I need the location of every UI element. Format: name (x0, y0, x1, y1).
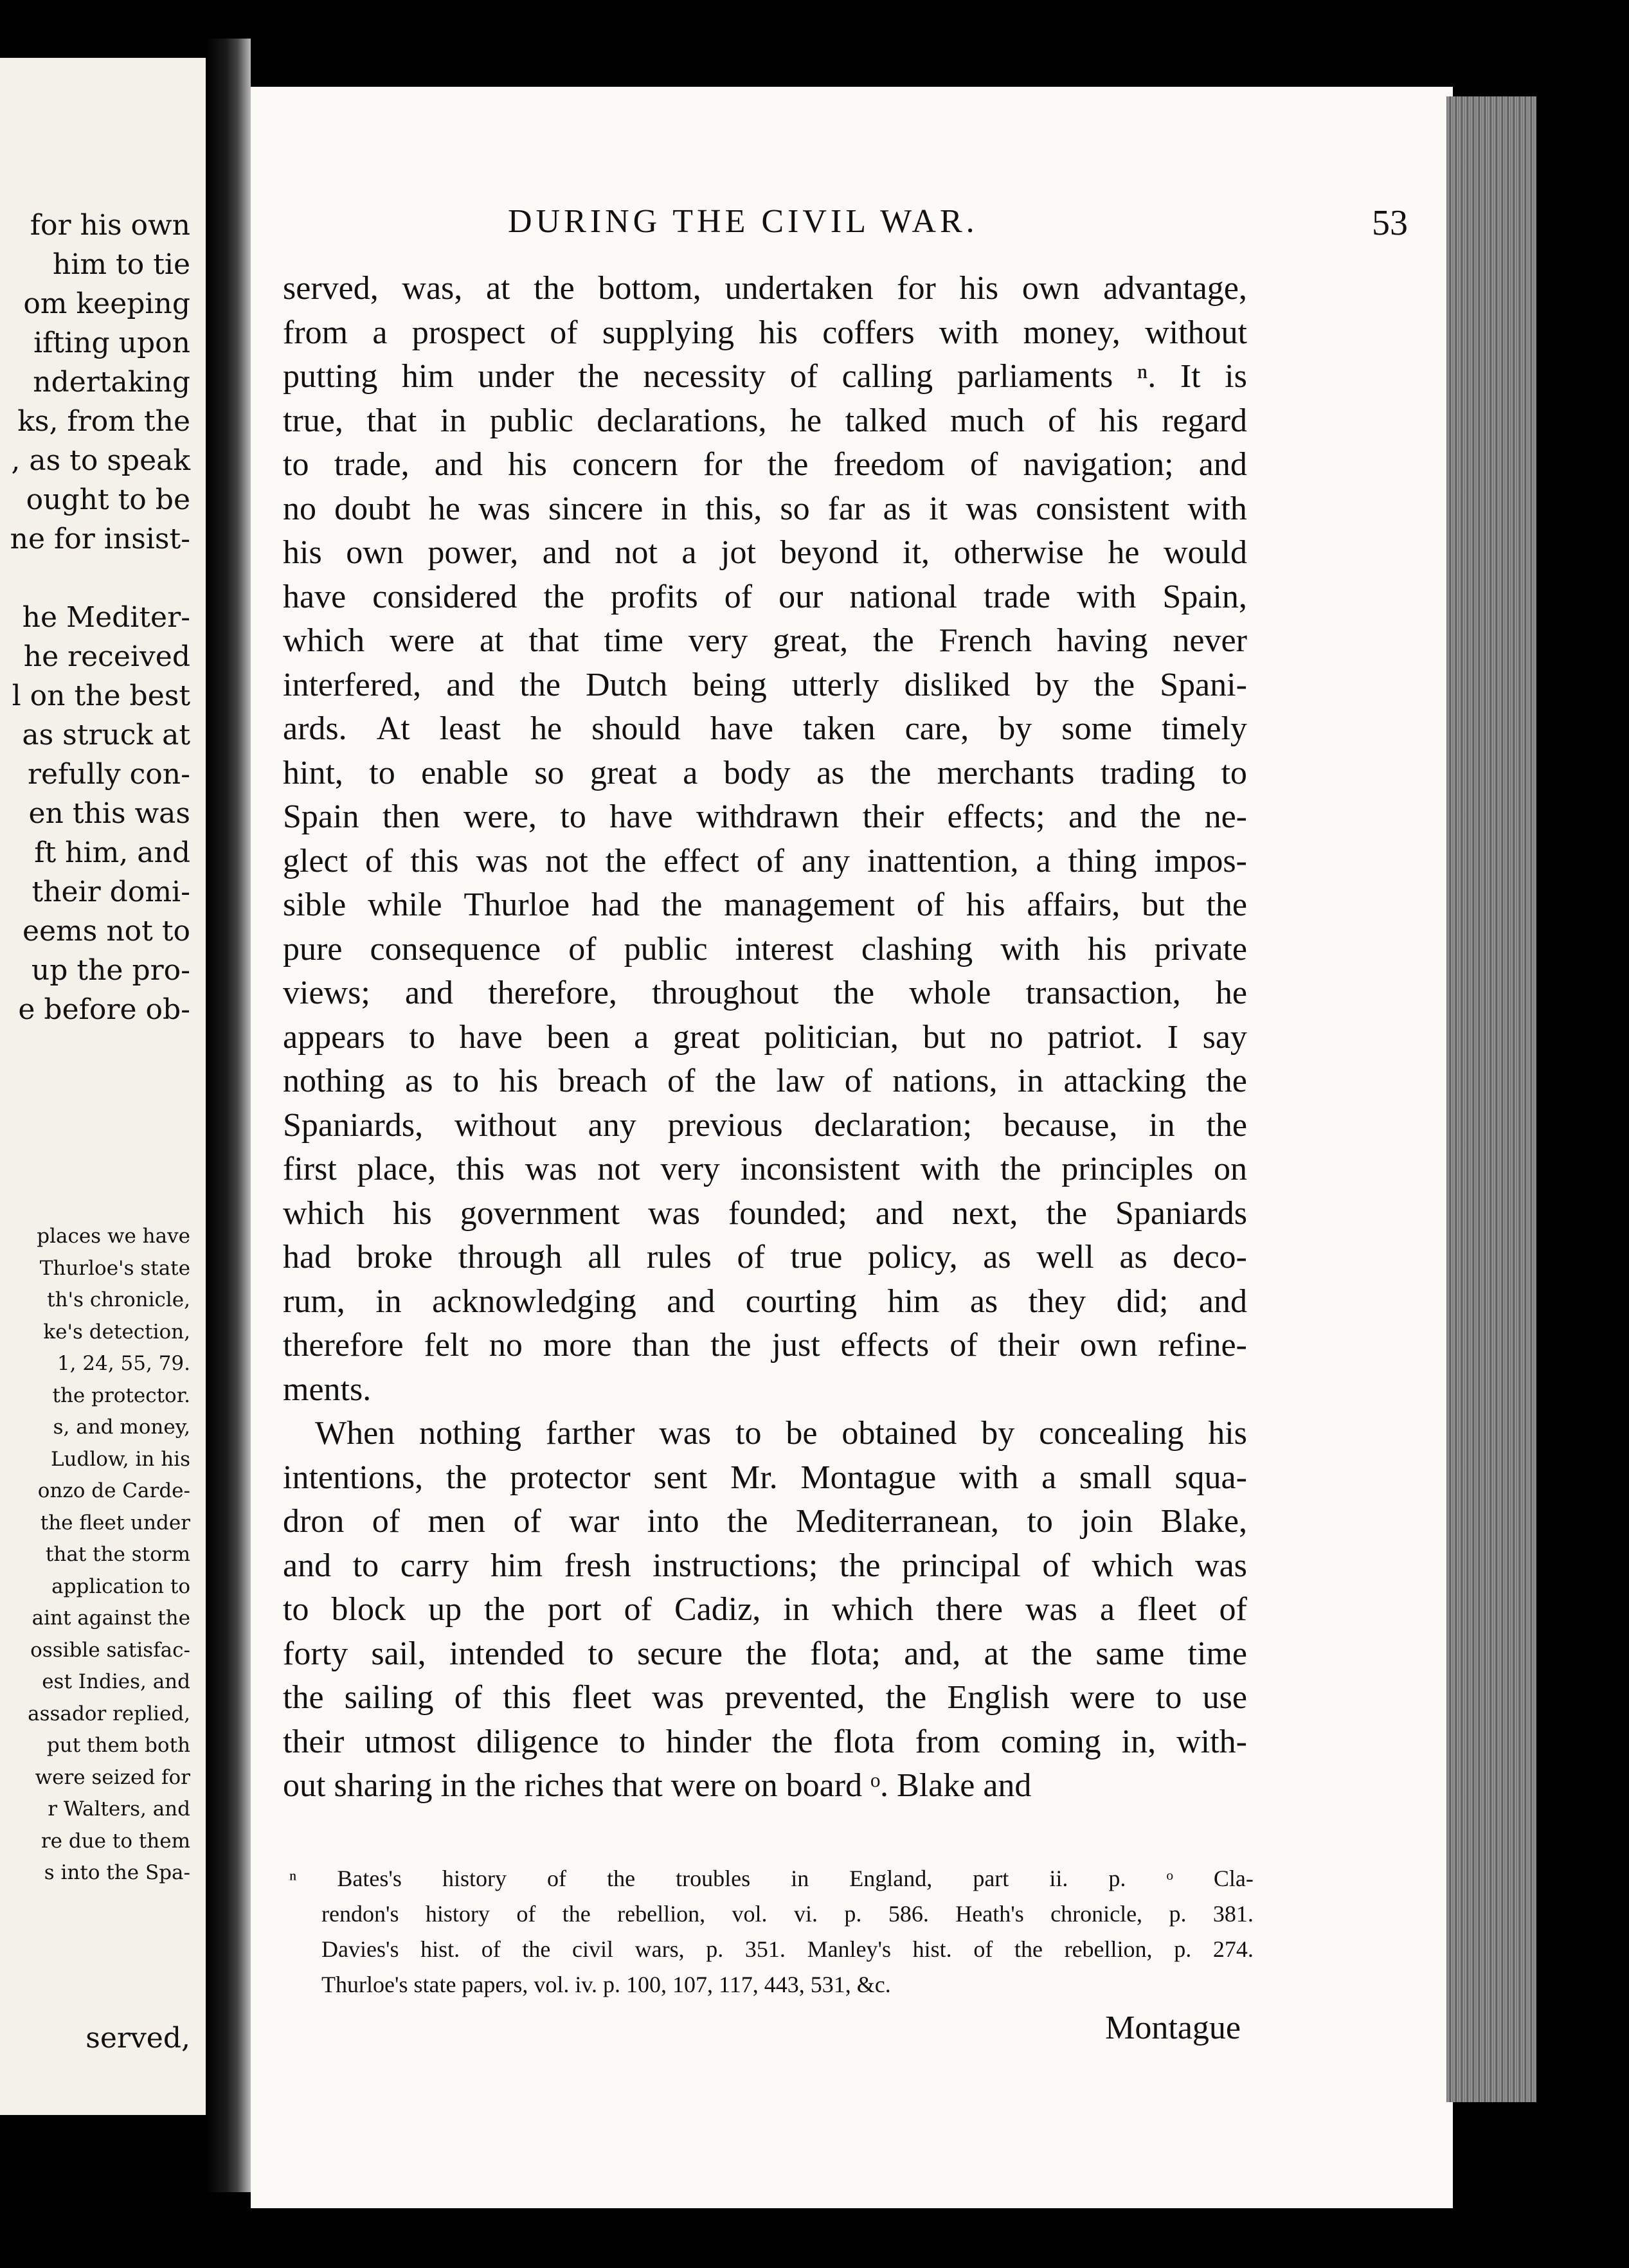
left-body-line: ought to be (26, 483, 190, 516)
body-line: first place, this was not very inconsistent with the principles on (283, 1151, 1247, 1187)
body-line: from a prospect of supplying his coffers with money, without (283, 314, 1247, 351)
left-body-line: ne for insist- (10, 523, 190, 555)
body-line: putting him under the necessity of calling parliaments ⁿ. It is (283, 358, 1247, 395)
left-body-line: e before ob- (18, 993, 190, 1026)
body-line: rum, in acknowledging and courting him as they did; and (283, 1282, 1247, 1320)
left-note-line: est Indies, and (42, 1670, 190, 1693)
left-body-line: their domi- (32, 876, 190, 908)
left-note-line: places we have (37, 1225, 190, 1248)
footnote-line: Thurloe's state papers, vol. iv. p. 100, 107, 117, 443, 531, &c. (321, 1972, 891, 1997)
body-line: interfered, and the Dutch being utterly disliked by the Spani- (283, 666, 1247, 703)
left-note-line: re due to them (40, 1829, 190, 1853)
left-note-line: the fleet under (40, 1511, 190, 1534)
body-line: pure consequence of public interest clashing with his private (283, 930, 1247, 968)
left-body-line: ifting upon (33, 327, 190, 359)
footnote-line: ⁿ Bates's history of the troubles in England, part ii. p. ᵒ Cla- (289, 1866, 1254, 1891)
left-note-line: put them both (46, 1734, 190, 1757)
body-line: Spaniards, without any previous declaration; because, in the (283, 1106, 1247, 1144)
body-line: which were at that time very great, the French having never (283, 622, 1247, 659)
left-body-line: for his own (30, 209, 190, 242)
body-line: served, was, at the bottom, undertaken for his own advantage, (283, 270, 1247, 307)
body-line: therefore felt no more than the just effects of their own refine- (283, 1327, 1247, 1364)
left-body-line: up the pro- (31, 954, 190, 987)
left-body-line: as struck at (22, 719, 190, 752)
left-body-line: he received (23, 640, 190, 673)
body-line: out sharing in the riches that were on board ᵒ. Blake and (283, 1767, 1032, 1804)
left-body-line: eems not to (22, 915, 190, 948)
left-note-line: aint against the (32, 1607, 190, 1630)
footnote-line: Davies's hist. of the civil wars, p. 351. Manley's hist. of the rebellion, p. 274. (321, 1936, 1254, 1962)
body-line: and to carry him fresh instructions; the principal of which was (283, 1547, 1247, 1584)
body-line: his own power, and not a jot beyond it, otherwise he would (283, 534, 1247, 571)
body-line: which his government was founded; and next, the Spaniards (283, 1194, 1247, 1232)
book-gutter (206, 39, 251, 2192)
body-line: appears to have been a great politician, but no patriot. I say (283, 1018, 1247, 1056)
body-line: sible while Thurloe had the management of his affairs, but the (283, 887, 1247, 923)
left-body-line: om keeping (23, 287, 190, 320)
body-line: views; and therefore, throughout the whole transaction, he (283, 975, 1247, 1011)
left-body-line: ks, from the (17, 405, 190, 438)
left-note-line: that the storm (45, 1543, 190, 1566)
left-note-line: onzo de Carde- (37, 1479, 190, 1502)
left-note-line: r Walters, and (48, 1797, 190, 1821)
left-note-line: application to (51, 1574, 190, 1598)
left-note-line: s, and money, (53, 1416, 190, 1439)
body-line: ards. At least he should have taken care, by some timely (283, 710, 1247, 747)
left-body-line: refully con- (27, 758, 190, 791)
left-note-line: th's chronicle, (47, 1288, 190, 1311)
body-line: Spain then were, to have withdrawn their effects; and the ne- (283, 798, 1247, 835)
left-note-line: ossible satisfac- (30, 1638, 190, 1662)
footnote-line: rendon's history of the rebellion, vol. vi. p. 586. Heath's chronicle, p. 381. (321, 1901, 1254, 1927)
page-header (411, 203, 1453, 254)
left-note-line: ke's detection, (43, 1320, 190, 1344)
left-note-line: the protector. (52, 1383, 190, 1407)
body-line: nothing as to his breach of the law of nations, in attacking the (283, 1063, 1247, 1099)
running-head: DURING THE CIVIL WAR. (508, 203, 978, 240)
body-line: glect of this was not the effect of any inattention, a thing impos- (283, 842, 1247, 879)
body-line: When nothing farther was to be obtained by concealing his (315, 1415, 1247, 1452)
body-line: had broke through all rules of true policy, as well as deco- (283, 1239, 1247, 1275)
left-note-line: Ludlow, in his (50, 1447, 190, 1471)
body-line: to trade, and his concern for the freedom of navigation; and (283, 446, 1247, 483)
page-edges (1446, 96, 1536, 2102)
left-body-line: ndertaking (33, 366, 190, 399)
body-line: intentions, the protector sent Mr. Montague with a small squa- (283, 1459, 1247, 1496)
body-line: to block up the port of Cadiz, in which there was a fleet of (283, 1591, 1247, 1628)
left-note-line: were seized for (35, 1765, 190, 1789)
footnotes (289, 1861, 1254, 2003)
left-body-line: l on the best (12, 680, 190, 712)
left-catchword: served, (86, 2022, 190, 2055)
body-line: have considered the profits of our national trade with Spain, (283, 578, 1247, 615)
left-body-line: ft him, and (34, 836, 190, 869)
left-note-line: 1, 24, 55, 79. (57, 1352, 190, 1375)
body-text (283, 267, 1247, 1808)
left-body-line: en this was (28, 797, 190, 830)
left-note-line: assador replied, (28, 1702, 190, 1725)
body-line: their utmost diligence to hinder the flota from coming in, with- (283, 1723, 1247, 1760)
body-line: dron of men of war into the Mediterranean, to join Blake, (283, 1503, 1247, 1540)
body-line: no doubt he was sincere in this, so far as it was consistent with (283, 490, 1247, 527)
body-line: true, that in public declarations, he talked much of his regard (283, 402, 1247, 439)
left-body-line: him to tie (52, 248, 190, 281)
body-line: the sailing of this fleet was prevented, the English were to use (283, 1679, 1247, 1716)
body-line: hint, to enable so great a body as the merchants trading to (283, 754, 1247, 791)
left-body-line: , as to speak (11, 444, 190, 477)
left-note-line: s into the Spa- (44, 1861, 190, 1884)
right-page (251, 87, 1453, 2208)
catchword: Montague (1105, 2010, 1241, 2046)
body-line: ments. (283, 1371, 372, 1408)
left-body-line: he Mediter- (22, 601, 190, 634)
page-number: 53 (1372, 203, 1408, 243)
left-note-line: Thurloe's state (39, 1256, 190, 1280)
body-line: forty sail, intended to secure the flota; and, at the same time (283, 1635, 1247, 1672)
left-page-fragment (0, 58, 206, 2115)
